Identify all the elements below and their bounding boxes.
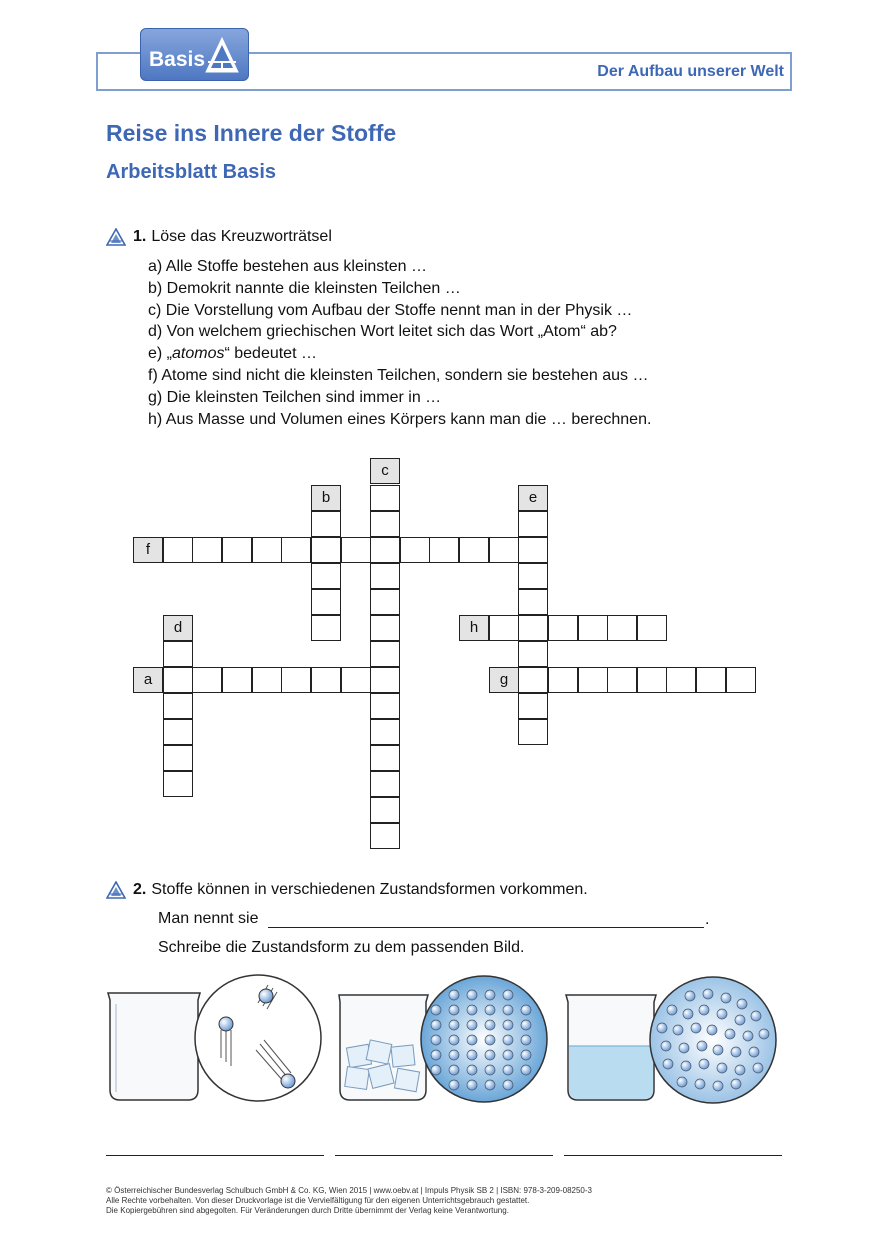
answer-line-liquid[interactable]: [564, 1155, 782, 1156]
logo-text: Basis: [149, 48, 206, 71]
task-1-instruction: Löse das Kreuzworträtsel: [151, 228, 332, 245]
crossword-label-e: e: [518, 485, 548, 511]
clue-c: c) Die Vorstellung vom Aufbau der Stoffe nennt man in der Physik …: [148, 301, 633, 319]
task-2-prompt: Man nennt sie: [158, 910, 259, 927]
crossword-label-d: d: [163, 615, 193, 641]
clue-h: h) Aus Masse und Volumen eines Körpers kann man die … berechnen.: [148, 410, 652, 428]
crossword-label-g: g: [489, 667, 519, 693]
clue-e-suffix: “ bedeutet …: [224, 345, 317, 363]
beaker-liquid: [566, 995, 656, 1100]
prompt-period: .: [705, 911, 710, 928]
header-subject: Der Aufbau unserer Welt: [597, 63, 784, 80]
crossword-label-b: b: [311, 485, 341, 511]
clue-a: a) Alle Stoffe bestehen aus kleinsten …: [148, 258, 427, 275]
particles-solid-circle: [421, 976, 547, 1102]
crossword-label-c: c: [370, 458, 400, 484]
task-1-number: 1.: [133, 228, 147, 245]
clue-e-prefix: e) „: [148, 345, 172, 363]
crossword-label-f: f: [133, 537, 163, 563]
page-subtitle: Arbeitsblatt Basis: [106, 161, 277, 183]
footer-line: Alle Rechte vorbehalten. Von dieser Druckvorlage ist die Vervielfältigung für den eigenen Unterrichtsgebrauch gestattet.: [106, 1196, 530, 1205]
task-2-instruction: Stoffe können in verschiedenen Zustandsformen vorkommen.: [151, 881, 588, 898]
task-2-number: 2.: [133, 881, 147, 898]
footer: [106, 1186, 592, 1216]
particles-gas-circle: [195, 975, 321, 1101]
answer-line-solid[interactable]: [335, 1155, 553, 1156]
clue-f: f) Atome sind nicht die kleinsten Teilchen, sondern sie bestehen aus …: [148, 366, 649, 384]
answer-line-gas[interactable]: [106, 1155, 324, 1156]
clue-g: g) Die kleinsten Teilchen sind immer in …: [148, 388, 442, 406]
clue-e-italic: atomos: [172, 345, 225, 363]
particles-liquid-circle: [650, 977, 776, 1103]
clue-d: d) Von welchem griechischen Wort leitet sich das Wort „Atom“ ab?: [148, 323, 617, 341]
crossword-label-h: h: [459, 615, 489, 641]
beaker-gas: [108, 993, 200, 1100]
task-2-instruction-2: Schreibe die Zustandsform zu dem passenden Bild.: [158, 939, 525, 956]
page-title: Reise ins Innere der Stoffe: [106, 120, 397, 146]
crossword-label-a: a: [133, 667, 163, 693]
clue-b: b) Demokrit nannte die kleinsten Teilchen …: [148, 279, 461, 297]
footer-line: Die Kopiergebühren sind abgegolten. Für Veränderungen durch Dritte übernimmt der Verlag keine Verantwortung.: [106, 1206, 509, 1215]
beaker-solid: [339, 995, 428, 1100]
footer-line: © Österreichischer Bundesverlag Schulbuch GmbH & Co. KG, Wien 2015 | www.oebv.at | Impuls Physik SB 2 | ISBN: 978-3-209-08250-3: [106, 1186, 592, 1195]
